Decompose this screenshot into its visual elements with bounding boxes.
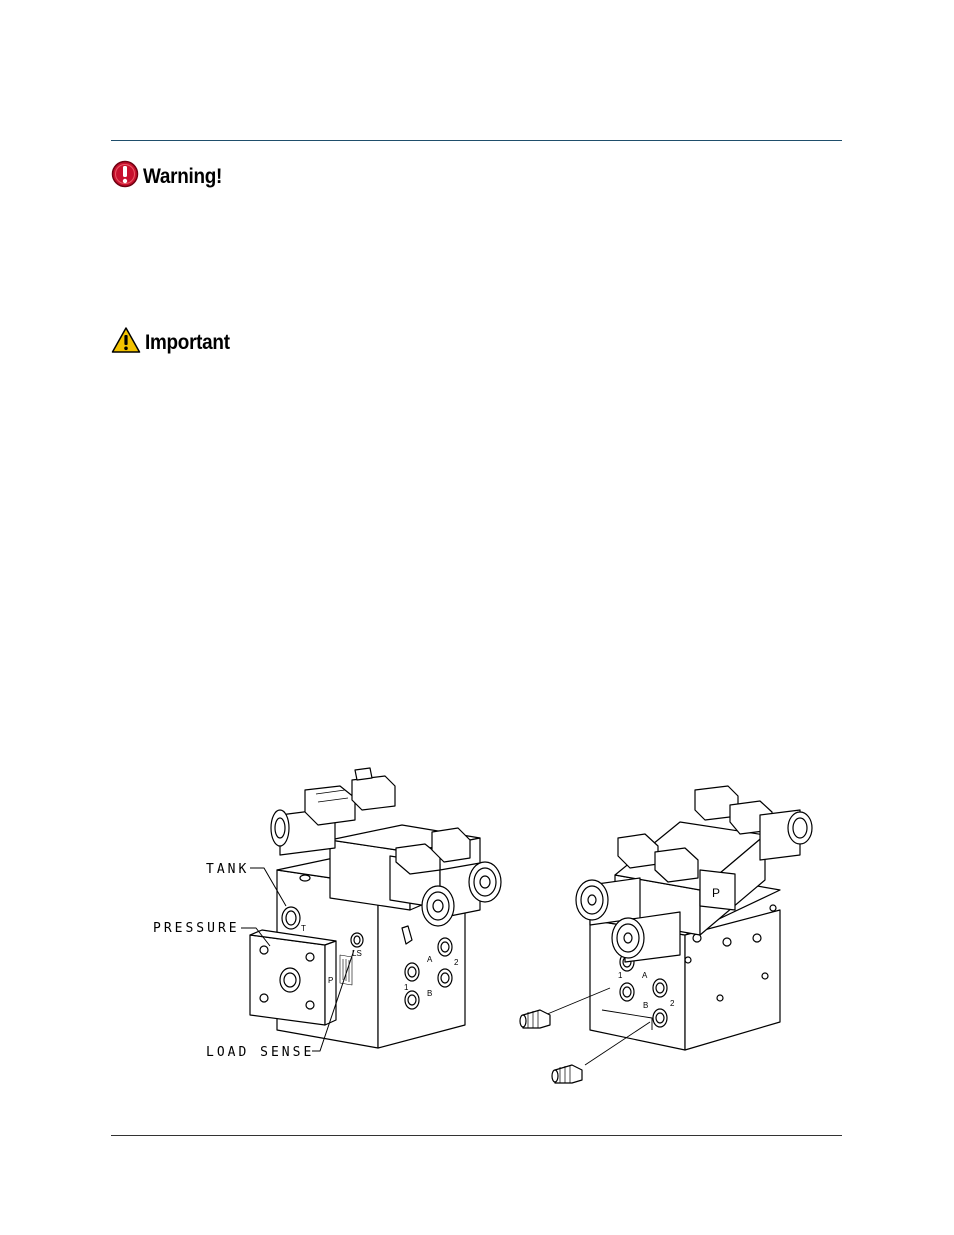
important-heading: [111, 326, 239, 359]
fitting-lower: [552, 1065, 582, 1083]
tank-label: TANK: [206, 862, 250, 877]
port-mark-t: T: [301, 924, 306, 933]
port-mark-b-right: B: [643, 1001, 649, 1010]
left-manifold-assembly: [250, 768, 501, 1048]
port-mark-p-right: P: [712, 886, 721, 900]
pressure-label: PRESSURE: [153, 921, 240, 936]
port-mark-1: 1: [404, 983, 409, 992]
warning-triangle-icon: [111, 326, 141, 359]
port-mark-b: B: [427, 989, 433, 998]
warning-title: Warning!: [143, 164, 223, 188]
port-mark-a-right: A: [642, 971, 648, 980]
warning-heading: [111, 160, 231, 193]
port-mark-2-right: 2: [670, 999, 675, 1008]
header-rule: [111, 140, 842, 141]
port-mark-p: P: [328, 976, 334, 985]
important-title: Important: [145, 330, 230, 354]
fitting-upper: [520, 1010, 550, 1028]
valve-manifold-figure: [140, 760, 840, 1100]
footer-rule: [111, 1135, 842, 1136]
exclamation-circle-icon: [111, 160, 139, 193]
load-sense-label: LOAD SENSE: [206, 1045, 315, 1060]
port-mark-ls: LS: [352, 949, 362, 958]
port-mark-a: A: [427, 955, 433, 964]
port-mark-1-right: 1: [618, 971, 623, 980]
port-mark-2: 2: [454, 958, 459, 967]
right-manifold-assembly: [520, 786, 812, 1083]
